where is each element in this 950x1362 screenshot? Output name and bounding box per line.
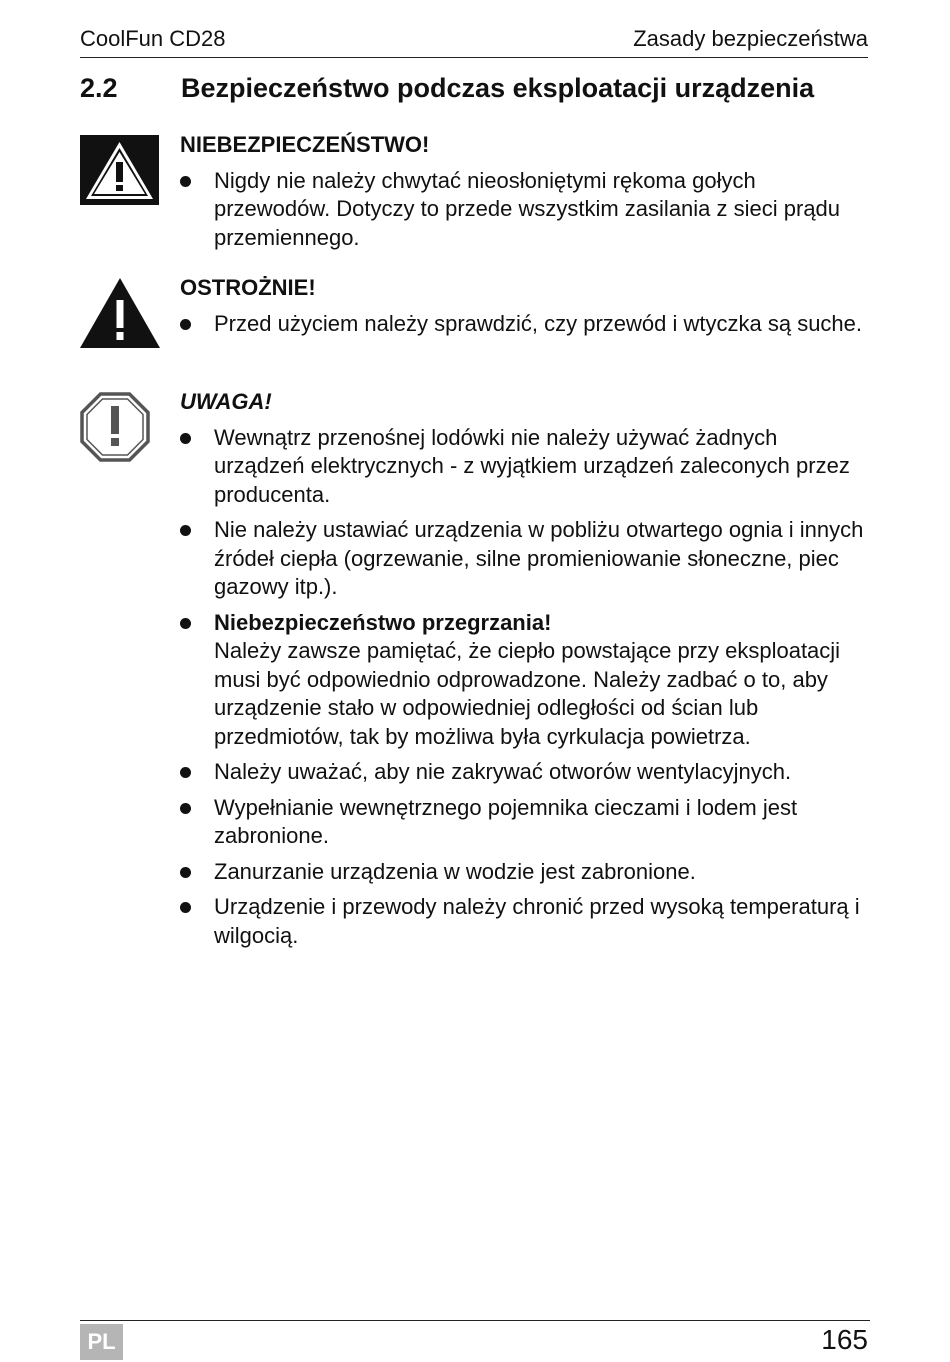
caution-heading: OSTROŻNIE! xyxy=(180,275,316,300)
item-text: Urządzenie i przewody należy chronić przed wysoką temperaturą i wilgocią. xyxy=(214,894,860,948)
bullet-icon xyxy=(180,902,191,913)
bullet-icon xyxy=(180,618,191,629)
language-badge: PL xyxy=(80,1324,123,1360)
bullet-icon xyxy=(180,319,191,330)
bullet-icon xyxy=(180,803,191,814)
item-text: Zanurzanie urządzenia w wodzie jest zabronione. xyxy=(214,858,696,884)
list-item xyxy=(180,758,870,787)
section-title: Bezpieczeństwo podczas eksploatacji urządzenia xyxy=(181,73,815,103)
header-chapter: Zasady bezpieczeństwa xyxy=(633,26,868,51)
caution-block xyxy=(180,274,870,345)
list-item xyxy=(180,893,870,950)
notice-octagon-icon xyxy=(80,392,150,462)
item-text: Należy uważać, aby nie zakrywać otworów wentylacyjnych. xyxy=(214,759,792,784)
item-text: Wewnątrz przenośnej lodówki nie należy używać żadnych urządzeń elektrycznych - z wyjątkiem urządzeń zaleconych przez producenta. xyxy=(214,424,850,507)
danger-block xyxy=(180,131,870,259)
bullet-icon xyxy=(180,433,191,444)
list-item xyxy=(180,609,870,752)
item-text: Należy zawsze pamiętać, że ciepło powstające przy eksploatacji musi być odpowiednio odprowadzone. Należy zadbać o to, aby urządzenie stało w odpowiedniej odległości od ścian lub przedmiotów, tak by możliwa była cyrkulacja powietrza. xyxy=(214,638,841,749)
list-item xyxy=(180,516,870,602)
bullet-icon xyxy=(180,176,191,187)
item-text: Przed użyciem należy sprawdzić, czy przewód i wtyczka są suche. xyxy=(214,310,863,336)
list-item xyxy=(180,858,870,887)
notice-heading: UWAGA! xyxy=(180,389,272,414)
section-number: 2.2 xyxy=(80,73,118,103)
list-item xyxy=(180,794,870,851)
notice-block xyxy=(180,388,870,957)
bullet-icon xyxy=(180,767,191,778)
header-product: CoolFun CD28 xyxy=(80,26,226,51)
list-item xyxy=(180,310,870,339)
list-item xyxy=(180,167,870,253)
overheat-heading: Niebezpieczeństwo przegrzania! xyxy=(214,609,552,635)
bullet-icon xyxy=(180,525,191,536)
list-item xyxy=(180,424,870,510)
page-number: 165 xyxy=(821,1324,868,1355)
danger-warning-icon xyxy=(80,135,159,205)
bullet-icon xyxy=(180,867,191,878)
danger-heading: NIEBEZPIECZEŃSTWO! xyxy=(180,132,430,157)
item-text: Wypełnianie wewnętrznego pojemnika cieczami i lodem jest zabronione. xyxy=(214,794,798,848)
item-text: Nie należy ustawiać urządzenia w pobliżu otwartego ognia i innych źródeł ciepła (ogrzewanie, silne promieniowanie słoneczne, piec gazowy itp.). xyxy=(214,517,864,599)
caution-warning-icon xyxy=(80,278,160,348)
page-footer xyxy=(80,1320,870,1361)
page-header xyxy=(80,26,868,58)
item-text: Nigdy nie należy chwytać nieosłoniętymi rękoma gołych przewodów. Dotyczy to przede wszystkim zasilania z sieci prądu przemiennego. xyxy=(214,167,841,250)
